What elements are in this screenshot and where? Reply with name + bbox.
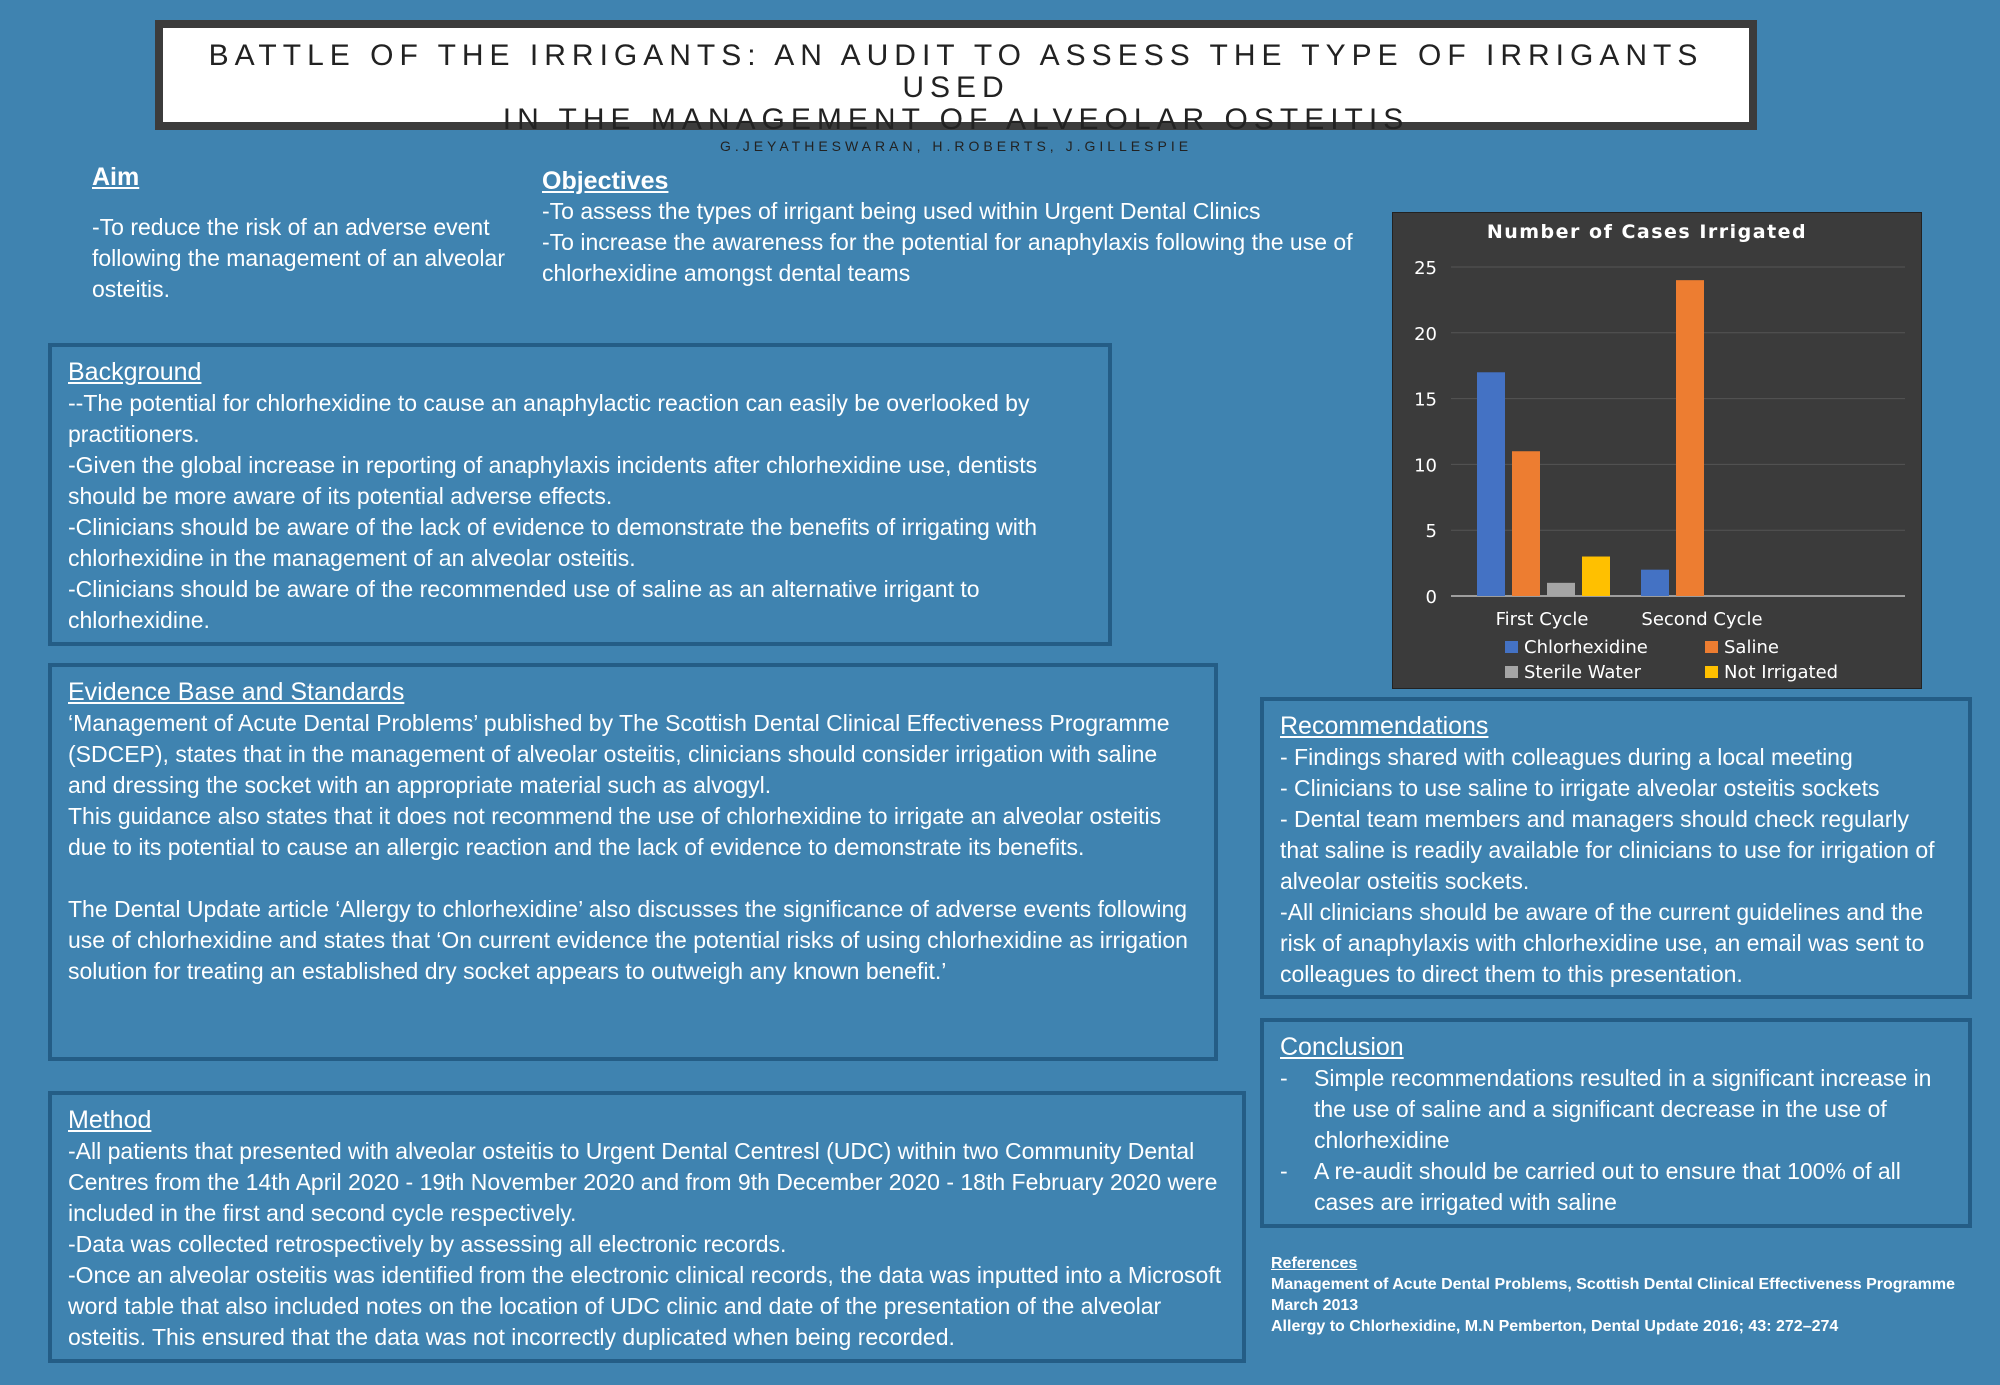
background-item: -Clinicians should be aware of the recommended use of saline as an alternative irrigant to chlorhexidine. [68,576,980,633]
evidence-para: The Dental Update article ‘Allergy to chlorhexidine’ also discusses the significance of adverse events following use of chlorhexidine and states that ‘On current evidence the potential risks of using chlorhexidine as irrigation solution for treating an established dry socket appears to outweigh any known benefit.’ [68,896,1188,984]
objective-item: -To increase the awareness for the potential for anaphylaxis following the use of chlorhexidine amongst dental teams [542,229,1353,286]
recommendation-item: - Findings shared with colleagues during a local meeting [1280,744,1853,770]
method-item: -All patients that presented with alveolar osteitis to Urgent Dental Centresl (UDC) within two Community Dental Centres from the 14th April 2020 - 19th November 2020 and from 9th December 2020 - 18th February 2020 were included in the first and second cycle respectively. [68,1138,1218,1226]
recommendation-item: - Clinicians to use saline to irrigate alveolar osteitis sockets [1280,775,1880,801]
references-section [1271,1253,1961,1337]
background-box [48,343,1112,646]
bar-not-irrigated [1582,557,1610,596]
conclusion-item: - A re-audit should be carried out to ensure that 100% of all cases are irrigated with saline [1280,1156,1952,1218]
objective-item: -To assess the types of irrigant being used within Urgent Dental Clinics [542,198,1261,224]
poster-title-line-2: IN THE MANAGEMENT OF ALVEOLAR OSTEITIS [502,103,1410,136]
bar-chlorhexidine [1477,372,1505,596]
y-tick-label: 25 [1414,258,1437,279]
background-item: -Clinicians should be aware of the lack of evidence to demonstrate the benefits of irrigating with chlorhexidine in the management of an alveolar osteitis. [68,514,1038,571]
background-item: -Given the global increase in reporting of anaphylaxis incidents after chlorhexidine use, dentists should be more aware of its potential adverse effects. [68,452,1038,509]
background-item: --The potential for chlorhexidine to cause an anaphylactic reaction can easily be overlooked by practitioners. [68,390,1030,447]
chart-panel [1392,212,1922,689]
objectives-section [542,166,1387,289]
method-item: -Once an alveolar osteitis was identified from the electronic clinical records, the data was inputted into a Microsoft word table that also included notes on the location of UDC clinic and date of the presentation of the alveolar osteitis. This ensured that the data was not incorrectly duplicated when being recorded. [68,1262,1222,1350]
legend-swatch [1705,666,1718,678]
aim-heading: Aim [92,163,140,191]
legend-label: Sterile Water [1524,662,1641,683]
legend-swatch [1505,641,1518,653]
legend-label: Not Irrigated [1724,662,1839,683]
recommendation-item: - Dental team members and managers should check regularly that saline is readily available for clinicians to use for irrigation of alveolar osteitis sockets. [1280,806,1935,894]
evidence-para: This guidance also states that it does not recommend the use of chlorhexidine to irrigate an alveolar osteitis due to its potential to cause an allergic reaction and the lack of evidence to demonstrate its benefits. [68,803,1162,860]
evidence-heading: Evidence Base and Standards [68,678,405,706]
y-tick-label: 15 [1414,389,1437,411]
legend-label: Saline [1724,637,1779,658]
authors: G.JEYATHESWARAN, H.ROBERTS, J.GILLESPIE [719,138,1193,154]
evidence-para: ‘Management of Acute Dental Problems’ published by The Scottish Dental Clinical Effectiveness Programme (SDCEP), states that in the management of alveolar osteitis, clinicians should consider irrigation with saline and dressing the socket with an appropriate material such as alvogyl. [68,710,1170,798]
aim-section [92,162,512,305]
poster-title-line-1: BATTLE OF THE IRRIGANTS: AN AUDIT TO ASSESS THE TYPE OF IRRIGANTS USED [208,39,1704,104]
conclusion-item: - Simple recommendations resulted in a significant increase in the use of saline and a significant decrease in the use of chlorhexidine [1280,1063,1952,1156]
recommendations-heading: Recommendations [1280,712,1489,740]
method-box [48,1091,1246,1363]
recommendations-box [1260,697,1972,999]
method-item: -Data was collected retrospectively by assessing all electronic records. [68,1231,787,1257]
y-tick-label: 10 [1414,455,1437,477]
legend-swatch [1705,641,1718,653]
conclusion-box [1260,1018,1972,1228]
recommendation-item: -All clinicians should be aware of the current guidelines and the risk of anaphylaxis with chlorhexidine use, an email was sent to colleagues to direct them to this presentation. [1280,899,1925,987]
bar-sterile-water [1547,583,1575,596]
y-tick-label: 5 [1425,521,1437,543]
chart-title: Number of Cases Irrigated [1486,221,1808,243]
legend-swatch [1505,666,1518,678]
evidence-box [48,663,1218,1061]
y-tick-label: 0 [1425,587,1437,608]
bar-saline [1676,280,1704,596]
conclusion-heading: Conclusion [1280,1033,1404,1061]
method-heading: Method [68,1106,152,1134]
references-heading: References [1271,1255,1358,1272]
background-heading: Background [68,358,202,386]
x-category-label: Second Cycle [1641,609,1763,630]
x-category-label: First Cycle [1495,609,1589,630]
bar-saline [1512,451,1540,596]
reference-item: Management of Acute Dental Problems, Scottish Dental Clinical Effectiveness Programme March 2013 [1271,1276,1956,1314]
legend-label: Chlorhexidine [1524,637,1648,658]
bar-chart [1393,213,1921,688]
aim-text: -To reduce the risk of an adverse event following the management of an alveolar osteitis. [92,214,505,302]
y-tick-label: 20 [1414,323,1437,345]
objectives-heading: Objectives [542,167,669,195]
title-banner [155,20,1757,154]
reference-item: Allergy to Chlorhexidine, M.N Pemberton, Dental Update 2016; 43: 272–274 [1271,1318,1839,1335]
bar-chlorhexidine [1641,570,1669,596]
